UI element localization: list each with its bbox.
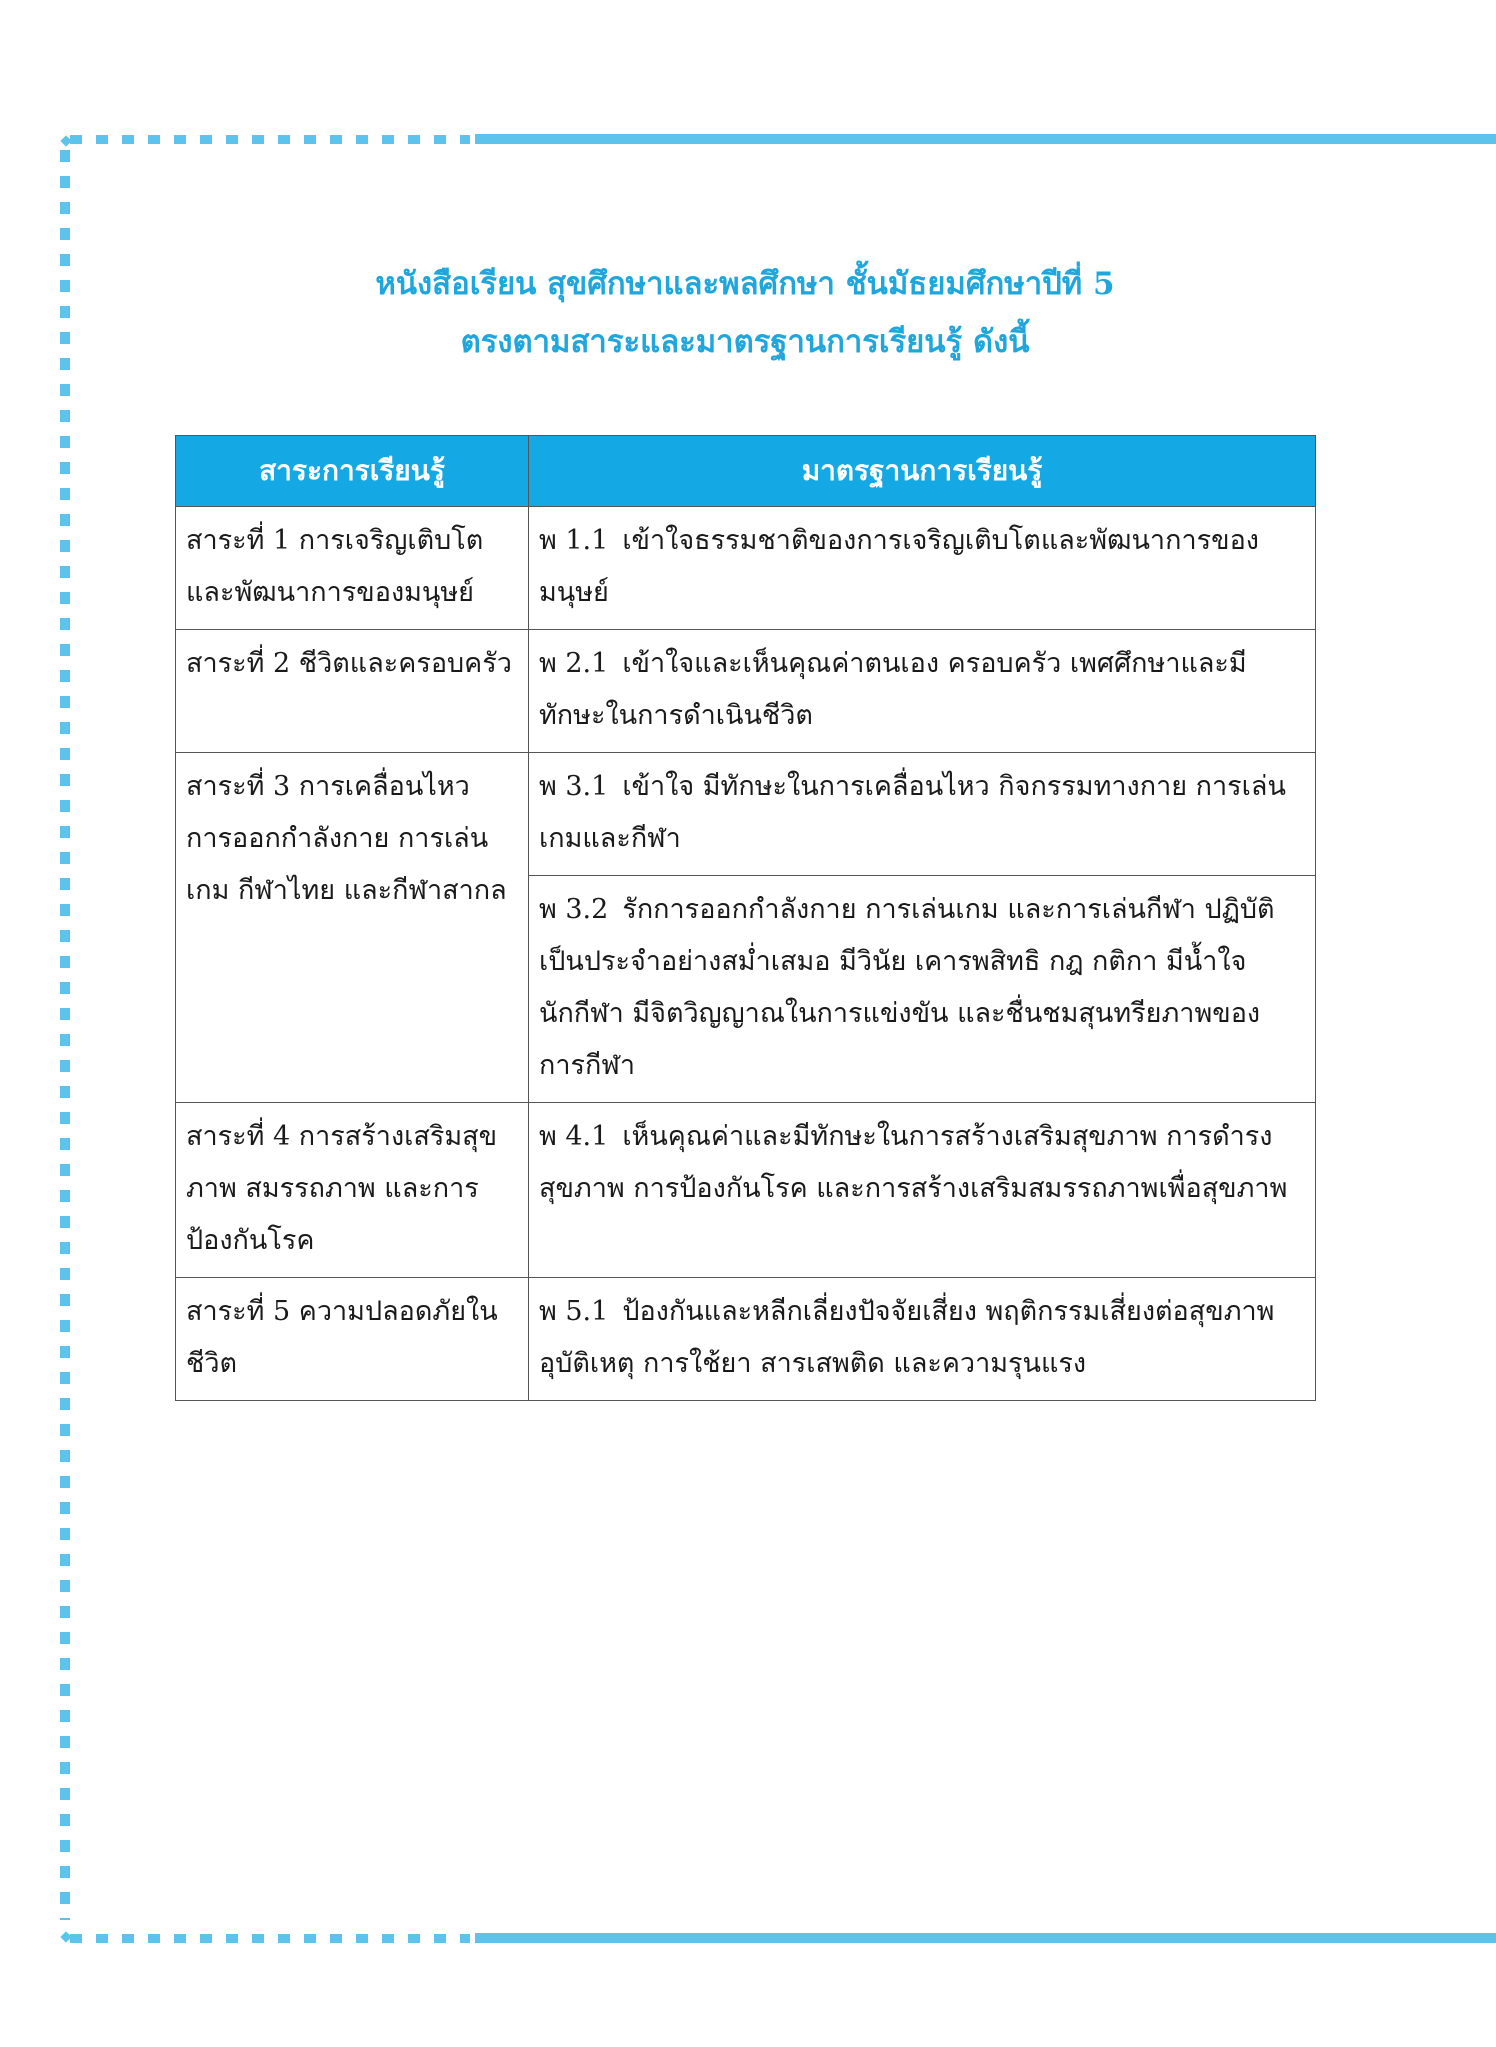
table-row [176, 507, 1316, 630]
title-line-1: หนังสือเรียน สุขศึกษาและพลศึกษา ชั้นมัธยมศึกษาปีที่ 5 [375, 266, 1115, 302]
standard-cell [529, 507, 1316, 630]
strand-cell: สาระที่ 3 การเคลื่อนไหว การออกกำลังกาย การเล่นเกม กีฬาไทย และกีฬาสากล [176, 753, 529, 1103]
standard-cell [529, 876, 1316, 1103]
standard-cell [529, 1278, 1316, 1401]
standard-code: พ 2.1 [539, 648, 609, 679]
table-row [176, 753, 1316, 876]
standard-code: พ 1.1 [539, 525, 609, 556]
strand-cell: สาระที่ 5 ความปลอดภัยในชีวิต [176, 1278, 529, 1401]
standard-cell [529, 630, 1316, 753]
title-line-2: ตรงตามสาระและมาตรฐานการเรียนรู้ ดังนี้ [460, 324, 1030, 360]
frame-left-dotted-line [60, 150, 70, 1920]
standard-text: เห็นคุณค่าและมีทักษะในการสร้างเสริมสุขภาพ การดำรงสุขภาพ การป้องกันโรค และการสร้างเสริมสมรรถภาพเพื่อสุขภาพ [539, 1121, 1288, 1204]
curriculum-table [175, 435, 1316, 1401]
strand-cell: สาระที่ 1 การเจริญเติบโตและพัฒนาการของมนุษย์ [176, 507, 529, 630]
standard-cell [529, 753, 1316, 876]
standard-code: พ 5.1 [539, 1296, 609, 1327]
standard-text: เข้าใจและเห็นคุณค่าตนเอง ครอบครัว เพศศึกษาและมีทักษะในการดำเนินชีวิต [539, 648, 1247, 731]
frame-top-solid-line [475, 134, 1496, 144]
standard-code: พ 3.1 [539, 771, 609, 802]
standard-text: ป้องกันและหลีกเลี่ยงปัจจัยเสี่ยง พฤติกรรมเสี่ยงต่อสุขภาพ อุบัติเหตุ การใช้ยา สารเสพติด และความรุนแรง [539, 1296, 1275, 1379]
standard-cell [529, 1103, 1316, 1278]
table-header-row [176, 436, 1316, 507]
strand-cell: สาระที่ 2 ชีวิตและครอบครัว [176, 630, 529, 753]
standard-code: พ 3.2 [539, 894, 609, 925]
standard-text: รักการออกกำลังกาย การเล่นเกม และการเล่นกีฬา ปฏิบัติเป็นประจำอย่างสม่ำเสมอ มีวินัย เคารพสิทธิ กฎ กติกา มีน้ำใจนักกีฬา มีจิตวิญญาณในการแข่งขัน และชื่นชมสุนทรียภาพของการกีฬา [539, 894, 1275, 1081]
frame-top-dotted-line [70, 135, 470, 144]
page-title [175, 255, 1315, 371]
strand-cell: สาระที่ 4 การสร้างเสริมสุขภาพ สมรรถภาพ และการป้องกันโรค [176, 1103, 529, 1278]
header-standard: มาตรฐานการเรียนรู้ [529, 436, 1316, 507]
frame-bottom-solid-line [475, 1933, 1496, 1943]
table-row [176, 630, 1316, 753]
standard-text: เข้าใจธรรมชาติของการเจริญเติบโตและพัฒนาการของมนุษย์ [539, 525, 1259, 608]
header-strand: สาระการเรียนรู้ [176, 436, 529, 507]
table-row [176, 1278, 1316, 1401]
table-row [176, 1103, 1316, 1278]
frame-bottom-dotted-line [70, 1934, 470, 1943]
standard-code: พ 4.1 [539, 1121, 609, 1152]
standard-text: เข้าใจ มีทักษะในการเคลื่อนไหว กิจกรรมทางกาย การเล่นเกมและกีฬา [539, 771, 1286, 854]
